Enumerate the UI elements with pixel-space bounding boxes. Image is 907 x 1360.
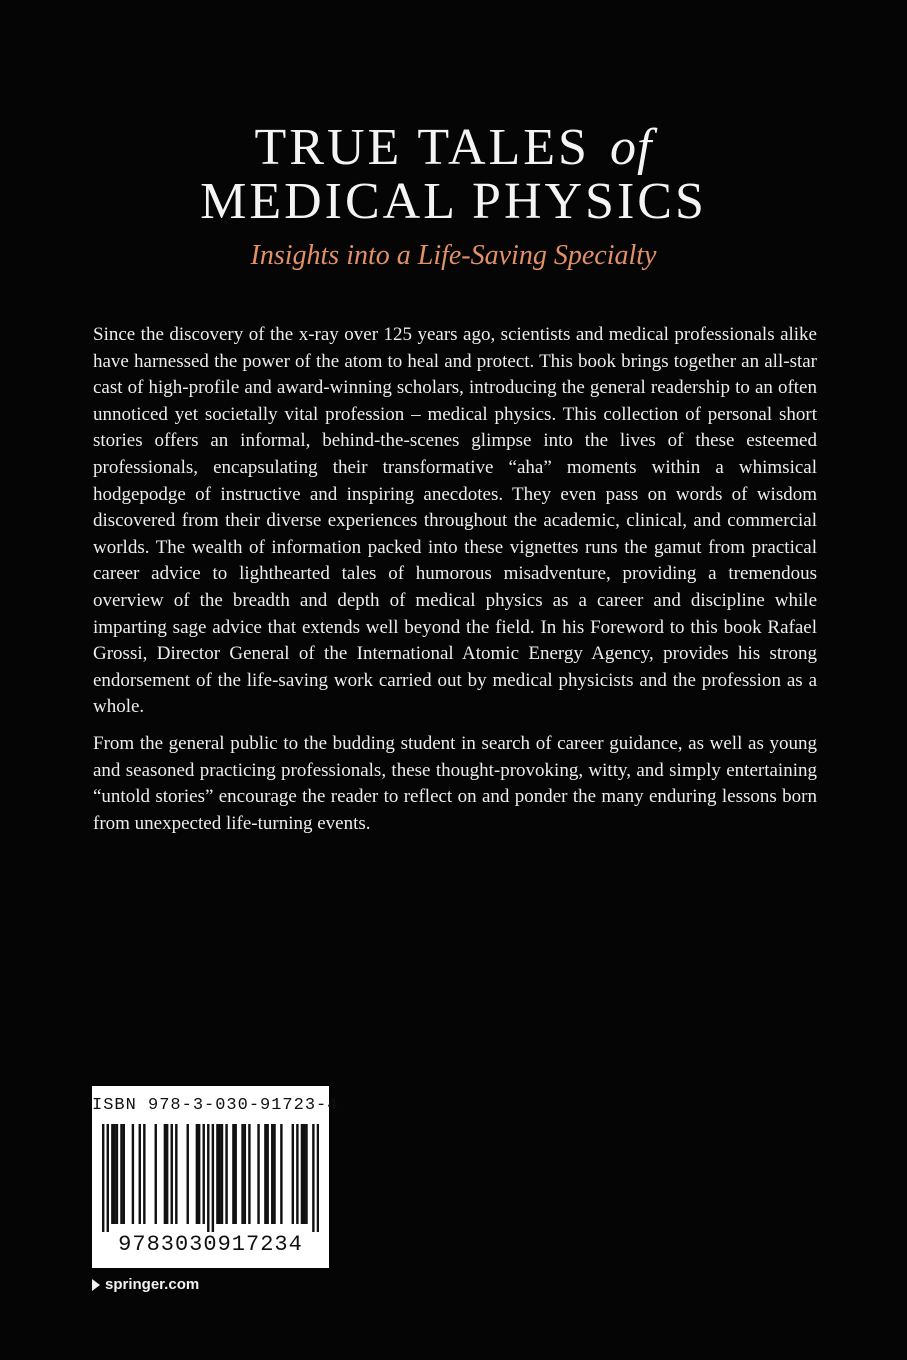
barcode-bar: [244, 1124, 246, 1224]
barcode-bar: [305, 1124, 307, 1224]
barcode-bar: [234, 1124, 236, 1224]
triangle-right-icon: [92, 1279, 100, 1291]
barcode-bar: [107, 1124, 109, 1232]
barcode-bars: [102, 1124, 319, 1232]
barcode-bar: [248, 1124, 250, 1224]
barcode-bar: [120, 1124, 122, 1224]
blurb-paragraph-1: Since the discovery of the x-ray over 125 years ago, scientists and medical professionals alike have harnessed the power of the atom to heal and protect. This book brings together an all-star cast of high-profile and award-winning scholars, introducing the general readership to an often unnoticed yet societally vital profession – medical physics. This collection of personal short stories offers an informal, behind-the-scenes glimpse into the lives of these esteemed professionals, encapsulating their transformative “aha” moments within a whimsical hodgepodge of instructive and inspiring anecdotes. They even pass on words of wisdom discovered from their diverse experiences throughout the academic, clinical, and commercial worlds. The wealth of information packed into these vignettes runs the gamut from practical career advice to lighthearted tales of humorous misadventure, providing a tremendous overview of the breadth and depth of medical physics as a career and discipline while imparting sage advice that extends well beyond the field. In his Foreword to this book Rafael Grossi, Director General of the International Atomic Energy Agency, provides his strong endorsement of the life-saving work carried out by medical physicists and the profession as a whole.: [93, 324, 817, 718]
barcode-bar: [312, 1124, 314, 1232]
barcode-bar: [187, 1124, 189, 1224]
barcode-bar: [292, 1124, 294, 1224]
barcode-bar: [198, 1124, 200, 1224]
barcode-bar: [164, 1124, 166, 1224]
barcode-bar: [218, 1124, 220, 1224]
barcode-bar: [113, 1124, 115, 1224]
barcode-bar: [271, 1124, 273, 1224]
barcode-bar: [216, 1124, 218, 1224]
barcode-bar: [175, 1124, 177, 1224]
title-line-2: MEDICAL PHYSICS: [200, 173, 707, 230]
barcode-bar: [166, 1124, 168, 1224]
barcode-bar: [111, 1124, 113, 1224]
barcode-bar: [102, 1124, 104, 1232]
barcode-bar: [257, 1124, 259, 1224]
blurb-paragraph-2: From the general public to the budding student in search of career guidance, as well as young and seasoned practicing professionals, these thought-provoking, witty, and simply entertaining “untold stories” encourage the reader to reflect on and ponder the many enduring lessons born from unexpected life-turning events.: [93, 732, 817, 834]
title-line-1: [0, 119, 907, 176]
barcode-bar: [225, 1124, 227, 1224]
barcode-bar: [171, 1124, 173, 1224]
publisher-url: springer.com: [105, 1276, 200, 1293]
title-main-text: TRUE TALES: [254, 119, 590, 176]
subtitle: Insights into a Life-Saving Specialty: [250, 240, 657, 271]
barcode-bar: [264, 1124, 266, 1224]
barcode-bar: [296, 1124, 298, 1224]
barcode-bar: [273, 1124, 275, 1224]
barcode-bar: [212, 1124, 214, 1232]
publisher-link[interactable]: [92, 1276, 199, 1293]
barcode-bar: [317, 1124, 319, 1232]
barcode-bar: [155, 1124, 157, 1224]
barcode-bar: [241, 1124, 243, 1224]
barcode-bar: [301, 1124, 303, 1224]
barcode-bar: [196, 1124, 198, 1224]
barcode-digits: 9783030917234: [118, 1232, 303, 1257]
barcode-bar: [143, 1124, 145, 1224]
barcode-bar: [280, 1124, 282, 1224]
barcode-bar: [123, 1124, 125, 1224]
isbn-label: ISBN 978-3-030-91723-4: [92, 1096, 339, 1115]
blurb: [93, 322, 817, 847]
barcode-bar: [132, 1124, 134, 1224]
barcode-bar: [207, 1124, 209, 1232]
barcode-bar: [116, 1124, 118, 1224]
title-of-word: of: [609, 119, 653, 176]
barcode-bar: [203, 1124, 205, 1224]
barcode-bar: [221, 1124, 223, 1224]
barcode-bar: [232, 1124, 234, 1224]
barcode-bar: [139, 1124, 141, 1224]
barcode-bar: [303, 1124, 305, 1224]
isbn-barcode: [92, 1086, 339, 1268]
barcode-bar: [266, 1124, 268, 1224]
